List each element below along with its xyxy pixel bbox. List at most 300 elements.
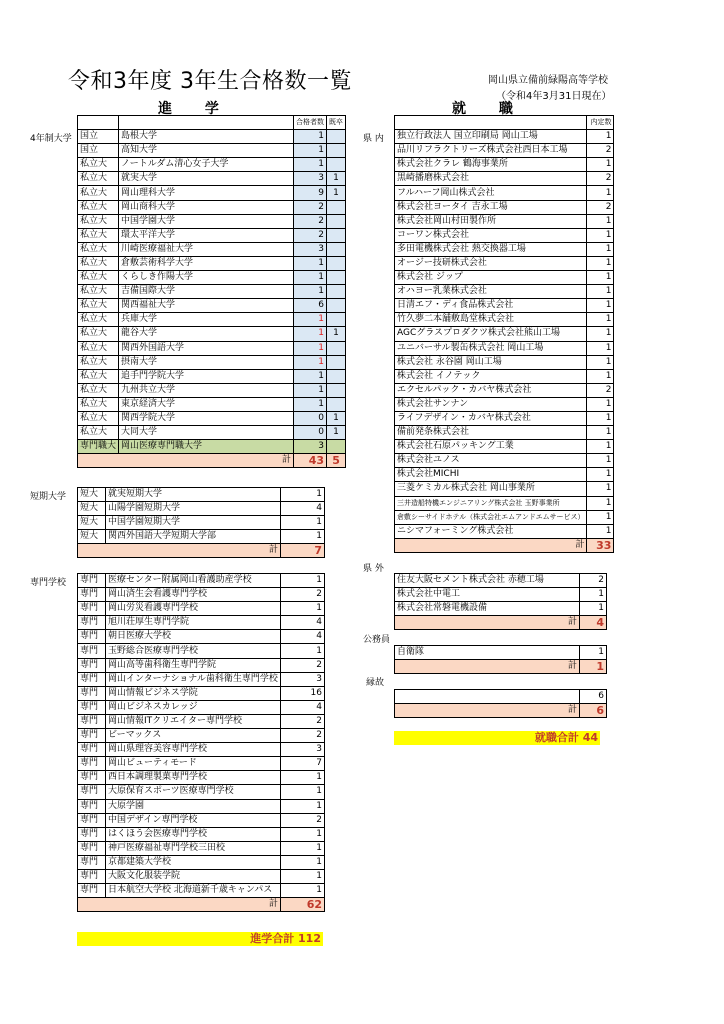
table-row: [78, 228, 346, 242]
table-row: [78, 884, 325, 898]
school-type: 専門: [78, 672, 106, 686]
total-row: [78, 898, 325, 912]
pass-count: 0: [294, 411, 327, 425]
univ-table: [77, 115, 346, 468]
school-type: 専門: [78, 700, 106, 714]
kisotsu-count: [327, 158, 346, 172]
school-name: 関西福祉大学: [119, 299, 294, 313]
pass-count: 1: [294, 285, 327, 299]
pass-count: 1: [294, 341, 327, 355]
category-kengai: 県 外: [363, 564, 384, 574]
school-type: 私立大: [78, 327, 119, 341]
header-blank: [78, 116, 119, 130]
school-type: 私立大: [78, 397, 119, 411]
pass-count: 1: [281, 785, 325, 799]
table-row: [395, 341, 614, 355]
company-name: 株式会社 ジップ: [395, 271, 587, 285]
kisotsu-count: 1: [327, 411, 346, 425]
kisotsu-count: [327, 440, 346, 454]
offer-count: 1: [580, 588, 607, 602]
offer-count: 1: [587, 341, 614, 355]
pass-count: 4: [281, 630, 325, 644]
table-row: [395, 468, 614, 482]
table-row: [78, 285, 346, 299]
offer-count: 1: [587, 426, 614, 440]
table-row: [395, 144, 614, 158]
school-name: 岡山商科大学: [119, 200, 294, 214]
page-title: 令和3年度 3年生合格数一覧: [68, 69, 352, 94]
table-row: [78, 672, 325, 686]
pass-count: 2: [281, 714, 325, 728]
school-name: 東京経済大学: [119, 397, 294, 411]
school-type: 専門: [78, 757, 106, 771]
pass-count: 1: [281, 516, 325, 530]
table-row: [78, 200, 346, 214]
pass-count: 4: [281, 616, 325, 630]
company-name: 株式会社常磐電機設備: [395, 602, 580, 616]
table-row: [395, 172, 614, 186]
table-row: [395, 299, 614, 313]
pass-count: 1: [294, 271, 327, 285]
pass-count: 2: [294, 200, 327, 214]
school-type: 短大: [78, 530, 106, 544]
pass-count: 7: [281, 757, 325, 771]
table-row: [78, 785, 325, 799]
pass-count: 1: [294, 369, 327, 383]
table-row: [78, 256, 346, 270]
pass-count: 16: [281, 686, 325, 700]
pass-count: 4: [281, 700, 325, 714]
pass-count: 3: [281, 672, 325, 686]
table-row: [78, 502, 325, 516]
table-row: [78, 771, 325, 785]
category-senmon: 専門学校: [30, 578, 67, 588]
school-name: 山陽学園短期大学: [106, 502, 281, 516]
shingaku-heading: 進 学: [158, 101, 233, 117]
table-row: [78, 813, 325, 827]
senmon-table: [77, 573, 325, 912]
company-name: オハヨー乳業株式会社: [395, 285, 587, 299]
offer-count: 1: [587, 496, 614, 510]
school-type: 専門: [78, 644, 106, 658]
total-label: 計: [395, 660, 580, 674]
table-row: [78, 397, 346, 411]
school-type: 私立大: [78, 426, 119, 440]
table-row: [395, 690, 607, 704]
total-label: 計: [78, 544, 281, 558]
table-row: [78, 630, 325, 644]
school-name: 就実大学: [119, 172, 294, 186]
pass-count: 3: [281, 743, 325, 757]
school-name: 兵庫大学: [119, 313, 294, 327]
offer-count: 2: [587, 383, 614, 397]
table-row: [78, 530, 325, 544]
school-name: 岡山医療専門職大学: [119, 440, 294, 454]
company-name: オージー技研株式会社: [395, 256, 587, 270]
total-value: 7: [281, 544, 325, 558]
offer-count: 1: [587, 327, 614, 341]
school-type: 国立: [78, 130, 119, 144]
school-name: 中国学園大学: [119, 214, 294, 228]
school-type: 専門: [78, 813, 106, 827]
company-name: フルハーフ岡山株式会社: [395, 186, 587, 200]
kisotsu-count: [327, 200, 346, 214]
school-name: はくほう会医療専門学校: [106, 827, 281, 841]
pass-count: 1: [281, 884, 325, 898]
total-label: 計: [395, 704, 580, 718]
table-row: [78, 313, 346, 327]
table-row: [395, 228, 614, 242]
pass-count: 0: [294, 426, 327, 440]
table-row: [395, 482, 614, 496]
school-type: 専門: [78, 841, 106, 855]
table-row: [395, 602, 607, 616]
table-row: [395, 271, 614, 285]
table-row: [78, 341, 346, 355]
company-name: 多田電機株式会社 熱交換器工場: [395, 242, 587, 256]
school-name: 吉備国際大学: [119, 285, 294, 299]
pass-count: 3: [294, 242, 327, 256]
header-naiteisu: 内定数: [587, 116, 614, 130]
kisotsu-count: [327, 369, 346, 383]
school-type: 専門: [78, 869, 106, 883]
offer-count: 1: [587, 285, 614, 299]
table-row: [78, 714, 325, 728]
offer-count: 1: [587, 440, 614, 454]
kengai-table: [394, 573, 607, 630]
table-row: [78, 299, 346, 313]
school-name: 朝日医療大学校: [106, 630, 281, 644]
company-name: 日清エフ・ディ食品株式会社: [395, 299, 587, 313]
pass-count: 1: [281, 488, 325, 502]
table-row: [78, 729, 325, 743]
category-koumuin: 公務員: [363, 635, 391, 645]
total-row: [78, 544, 325, 558]
offer-count: 1: [587, 271, 614, 285]
pass-count: 1: [294, 383, 327, 397]
school-name: 龍谷大学: [119, 327, 294, 341]
school-name: 岡山労災看護専門学校: [106, 602, 281, 616]
header-blank: [395, 116, 587, 130]
school-type: 私立大: [78, 299, 119, 313]
table-row: [78, 686, 325, 700]
school-type: 専門: [78, 714, 106, 728]
table-row: [395, 426, 614, 440]
school-name: 岡山県理容美容専門学校: [106, 743, 281, 757]
table-row: [395, 646, 607, 660]
total-value: 33: [587, 538, 614, 552]
school-type: 短大: [78, 516, 106, 530]
pass-count: 1: [281, 771, 325, 785]
school-type: 私立大: [78, 383, 119, 397]
table-row: [395, 369, 614, 383]
table-row: [78, 383, 346, 397]
table-row: [78, 369, 346, 383]
school-type: 専門: [78, 658, 106, 672]
pass-count: 1: [294, 397, 327, 411]
school-type: 私立大: [78, 200, 119, 214]
header-blank: [119, 116, 294, 130]
pass-count: 1: [281, 602, 325, 616]
pass-count: 1: [294, 256, 327, 270]
kisotsu-count: 1: [327, 172, 346, 186]
school-name: くらしき作陽大学: [119, 271, 294, 285]
company-name: 品川リフラクトリーズ株式会社西日本工場: [395, 144, 587, 158]
company-name: 備前発条株式会社: [395, 426, 587, 440]
table-row: [78, 644, 325, 658]
school-name: 追手門学院大学: [119, 369, 294, 383]
school-name: 大原学園: [106, 799, 281, 813]
table-row: [78, 743, 325, 757]
school-name: 中国デザイン専門学校: [106, 813, 281, 827]
table-row: [78, 214, 346, 228]
company-name: 株式会社ユノス: [395, 454, 587, 468]
school-type: 専門: [78, 771, 106, 785]
school-type: 私立大: [78, 228, 119, 242]
pass-count: 3: [294, 440, 327, 454]
school-name: 旭川荘厚生専門学院: [106, 616, 281, 630]
kisotsu-count: [327, 228, 346, 242]
table-row: [395, 454, 614, 468]
company-name: 住友大阪セメント株式会社 赤穂工場: [395, 574, 580, 588]
table-row: [78, 411, 346, 425]
table-row: [395, 256, 614, 270]
table-row: [78, 700, 325, 714]
company-name: コーワン株式会社: [395, 228, 587, 242]
pass-count: 1: [281, 644, 325, 658]
school-type: 専門: [78, 630, 106, 644]
table-row: [78, 426, 346, 440]
school-type: 専門: [78, 827, 106, 841]
company-name: 三井造船特機エンジニアリング株式会社 玉野事業所: [395, 496, 587, 510]
pass-count: 9: [294, 186, 327, 200]
table-row: [395, 313, 614, 327]
kennai-table: [394, 115, 614, 553]
pass-count: 1: [294, 158, 327, 172]
total-label: 計: [78, 898, 281, 912]
school-name: 中国学園短期大学: [106, 516, 281, 530]
school-type: 短大: [78, 502, 106, 516]
table-row: [395, 200, 614, 214]
school-type: 専門: [78, 616, 106, 630]
table-row: [395, 440, 614, 454]
table-row: [78, 602, 325, 616]
pass-count: 1: [294, 313, 327, 327]
shushoku-heading: 就 職: [452, 101, 527, 117]
pass-count: 1: [281, 841, 325, 855]
category-kennai: 県 内: [363, 134, 384, 144]
school-name: 岡山県立備前緑陽高等学校: [488, 75, 608, 86]
offer-count: 1: [587, 510, 614, 524]
company-name: 株式会社中電工: [395, 588, 580, 602]
school-name: 大阪文化服装学院: [106, 869, 281, 883]
school-name: 高知大学: [119, 144, 294, 158]
company-name: 株式会社 イノテック: [395, 369, 587, 383]
total-label: 計: [78, 454, 294, 468]
table-row: [395, 355, 614, 369]
category-tandai: 短期大学: [30, 492, 67, 502]
school-name: 島根大学: [119, 130, 294, 144]
offer-count: 1: [587, 299, 614, 313]
company-name: ユニバーサル製缶株式会社 岡山工場: [395, 341, 587, 355]
school-type: 専門: [78, 602, 106, 616]
school-type: 専門: [78, 855, 106, 869]
offer-count: 1: [587, 397, 614, 411]
school-type: 私立大: [78, 214, 119, 228]
table-row: [78, 869, 325, 883]
category-univ: 4年制大学: [30, 134, 72, 144]
table-row: [395, 496, 614, 510]
school-type: 私立大: [78, 355, 119, 369]
table-row: [78, 516, 325, 530]
school-name: 日本航空大学校 北海道新千歳キャンパス: [106, 884, 281, 898]
table-row: [78, 841, 325, 855]
table-row: [395, 510, 614, 524]
offer-count: 1: [587, 130, 614, 144]
table-row: [78, 574, 325, 588]
total-value: 1: [580, 660, 607, 674]
company-name: 株式会社サンナン: [395, 397, 587, 411]
table-row: [395, 186, 614, 200]
offer-count: 1: [587, 411, 614, 425]
category-enko: 縁故: [366, 678, 385, 688]
pass-count: 1: [281, 827, 325, 841]
pass-count: 2: [281, 588, 325, 602]
table-row: [395, 397, 614, 411]
table-row: [78, 158, 346, 172]
offer-count: 1: [587, 186, 614, 200]
table-row: [78, 242, 346, 256]
total-label: 計: [395, 538, 587, 552]
company-name: ライフデザイン・カバヤ株式会社: [395, 411, 587, 425]
kisotsu-count: [327, 355, 346, 369]
offer-count: 6: [580, 690, 607, 704]
shushoku-grand-total: 就職合計 44: [394, 731, 600, 745]
school-name: 西日本調理製菓専門学校: [106, 771, 281, 785]
school-name: 就実短期大学: [106, 488, 281, 502]
kisotsu-count: [327, 130, 346, 144]
offer-count: 1: [587, 468, 614, 482]
school-type: 専門職大: [78, 440, 119, 454]
school-type: 専門: [78, 884, 106, 898]
offer-count: 1: [587, 256, 614, 270]
company-name: 自衛隊: [395, 646, 580, 660]
offer-count: 1: [587, 355, 614, 369]
table-row: [78, 271, 346, 285]
table-row: [78, 144, 346, 158]
pass-count: 1: [281, 799, 325, 813]
offer-count: 2: [587, 144, 614, 158]
company-name: 株式会社石原パッキング工業: [395, 440, 587, 454]
total-label: 計: [395, 616, 580, 630]
offer-count: 2: [580, 574, 607, 588]
total-value: 4: [580, 616, 607, 630]
school-type: 私立大: [78, 256, 119, 270]
kisotsu-count: [327, 285, 346, 299]
table-row: [395, 524, 614, 538]
school-name: 大同大学: [119, 426, 294, 440]
kisotsu-count: [327, 397, 346, 411]
offer-count: 2: [587, 172, 614, 186]
school-name: 京都建築大学校: [106, 855, 281, 869]
table-row: [78, 172, 346, 186]
table-row: [78, 440, 346, 454]
table-row: [395, 574, 607, 588]
offer-count: 1: [587, 158, 614, 172]
pass-count: 1: [281, 855, 325, 869]
company-name: 株式会社 永谷園 岡山工場: [395, 355, 587, 369]
company-name: 株式会社岡山村田製作所: [395, 214, 587, 228]
table-row: [78, 488, 325, 502]
table-row: [78, 658, 325, 672]
school-type: 私立大: [78, 172, 119, 186]
company-name: 株式会社クラレ 鶴海事業所: [395, 158, 587, 172]
school-name: 岡山済生会看護専門学校: [106, 588, 281, 602]
kisotsu-count: 1: [327, 426, 346, 440]
offer-count: 1: [587, 313, 614, 327]
total-value: 43: [294, 454, 327, 468]
kisotsu-count: [327, 299, 346, 313]
school-type: 専門: [78, 686, 106, 700]
total-row: [395, 616, 607, 630]
school-type: 私立大: [78, 271, 119, 285]
offer-count: 1: [587, 214, 614, 228]
enko-table: [394, 689, 607, 718]
kisotsu-count: [327, 214, 346, 228]
table-row: [78, 355, 346, 369]
school-name: ビーマックス: [106, 729, 281, 743]
school-type: 専門: [78, 743, 106, 757]
school-type: 専門: [78, 574, 106, 588]
table-row: [78, 799, 325, 813]
school-type: 国立: [78, 144, 119, 158]
school-type: 私立大: [78, 313, 119, 327]
pass-count: 1: [294, 130, 327, 144]
pass-count: 1: [294, 144, 327, 158]
kisotsu-count: [327, 242, 346, 256]
school-name: 大原保育スポーツ医療専門学校: [106, 785, 281, 799]
header-kisotsu: 既卒: [327, 116, 346, 130]
table-row: [78, 130, 346, 144]
pass-count: 1: [281, 574, 325, 588]
pass-count: 3: [294, 172, 327, 186]
school-type: 私立大: [78, 285, 119, 299]
pass-count: 1: [294, 355, 327, 369]
school-name: 岡山情報ITクリエイター専門学校: [106, 714, 281, 728]
total-value: 6: [580, 704, 607, 718]
offer-count: 2: [587, 200, 614, 214]
offer-count: 1: [587, 242, 614, 256]
school-name: 関西学院大学: [119, 411, 294, 425]
offer-count: 1: [587, 228, 614, 242]
school-name: 九州共立大学: [119, 383, 294, 397]
school-type: 私立大: [78, 411, 119, 425]
table-row: [395, 158, 614, 172]
table-row: [395, 130, 614, 144]
company-name: 黒崎播磨株式会社: [395, 172, 587, 186]
school-name: 玉野総合医療専門学校: [106, 644, 281, 658]
table-row: [395, 285, 614, 299]
pass-count: 1: [294, 327, 327, 341]
table-row: [78, 616, 325, 630]
school-name: 神戸医療福祉専門学校三田校: [106, 841, 281, 855]
table-row: [395, 383, 614, 397]
school-name: 岡山高等歯科衛生専門学院: [106, 658, 281, 672]
offer-count: 1: [587, 524, 614, 538]
school-name: ノートルダム清心女子大学: [119, 158, 294, 172]
kisotsu-count: [327, 144, 346, 158]
as-of-date: （令和4年3月31日現在）: [496, 91, 612, 102]
